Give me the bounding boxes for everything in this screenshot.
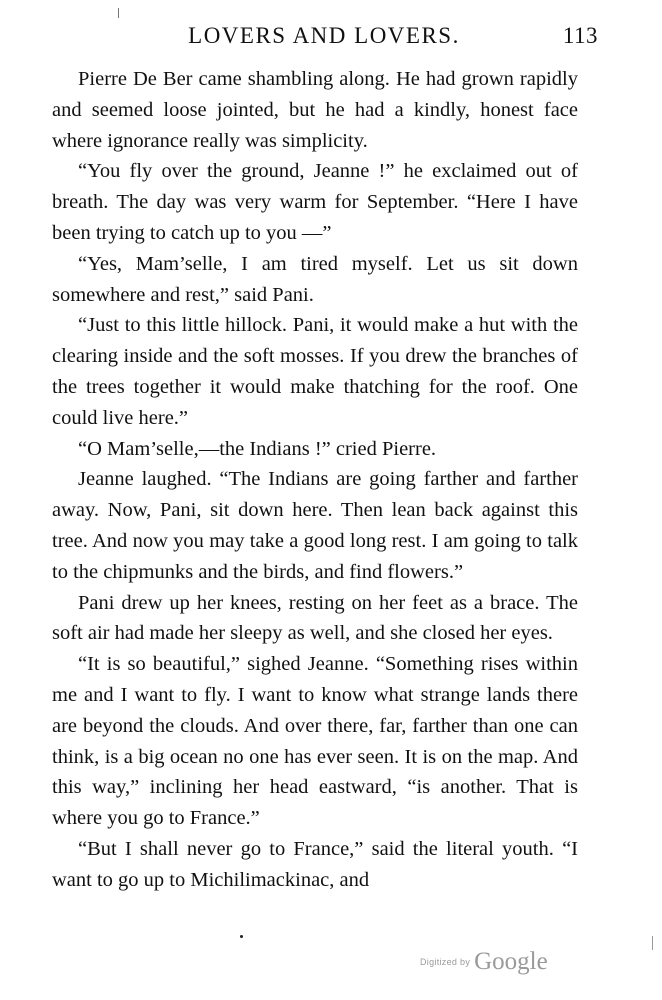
- paragraph: “It is so beautiful,” sighed Jeanne. “Something rises within me and I want to fly. I want to know what strange lands there are beyond the clouds. And over there, far, farther than one can think, is a big ocean no one has ever seen. It is on the map. And this way,” inclining her head eastward, “is another. That is where you go to France.”: [52, 653, 578, 830]
- paragraph: “Yes, Mam’selle, I am tired myself. Let us sit down somewhere and rest,” said Pani.: [52, 252, 578, 306]
- paragraph: “But I shall never go to France,” said the literal youth. “I want to go up to Michilimackinac, and: [52, 837, 578, 891]
- digitized-watermark: [420, 948, 548, 976]
- running-title: LOVERS AND LOVERS.: [188, 23, 460, 48]
- scan-mark: [118, 8, 119, 18]
- ink-speck: [240, 935, 243, 938]
- paragraph: “O Mam’selle,—the Indians !” cried Pierre.: [78, 437, 437, 460]
- paragraph: “Just to this little hillock. Pani, it would make a hut with the clearing inside and the soft mosses. If you drew the branches of the trees together it would make thatching for the roof. One could live here.”: [52, 314, 578, 429]
- body-text: [52, 64, 578, 896]
- running-header: [50, 20, 598, 52]
- watermark-prefix: Digitized by: [420, 957, 471, 967]
- paragraph: Jeanne laughed. “The Indians are going farther and farther away. Now, Pani, sit down here. Then lean back against this tree. And now you may take a good long rest. I am going to talk to the chipmunks and the birds, and find flowers.”: [52, 468, 578, 583]
- paragraph: “You fly over the ground, Jeanne !” he exclaimed out of breath. The day was very warm for September. “Here I have been trying to catch up to you —”: [52, 160, 578, 244]
- paragraph: Pani drew up her knees, resting on her feet as a brace. The soft air had made her sleepy as well, and she closed her eyes.: [52, 591, 578, 645]
- watermark-brand: Google: [474, 948, 548, 975]
- page-number: 113: [562, 23, 598, 48]
- scan-edge-mark: [652, 936, 653, 950]
- paragraph: Pierre De Ber came shambling along. He had grown rapidly and seemed loose jointed, but he had a kindly, honest face where ignorance really was simplicity.: [52, 68, 578, 152]
